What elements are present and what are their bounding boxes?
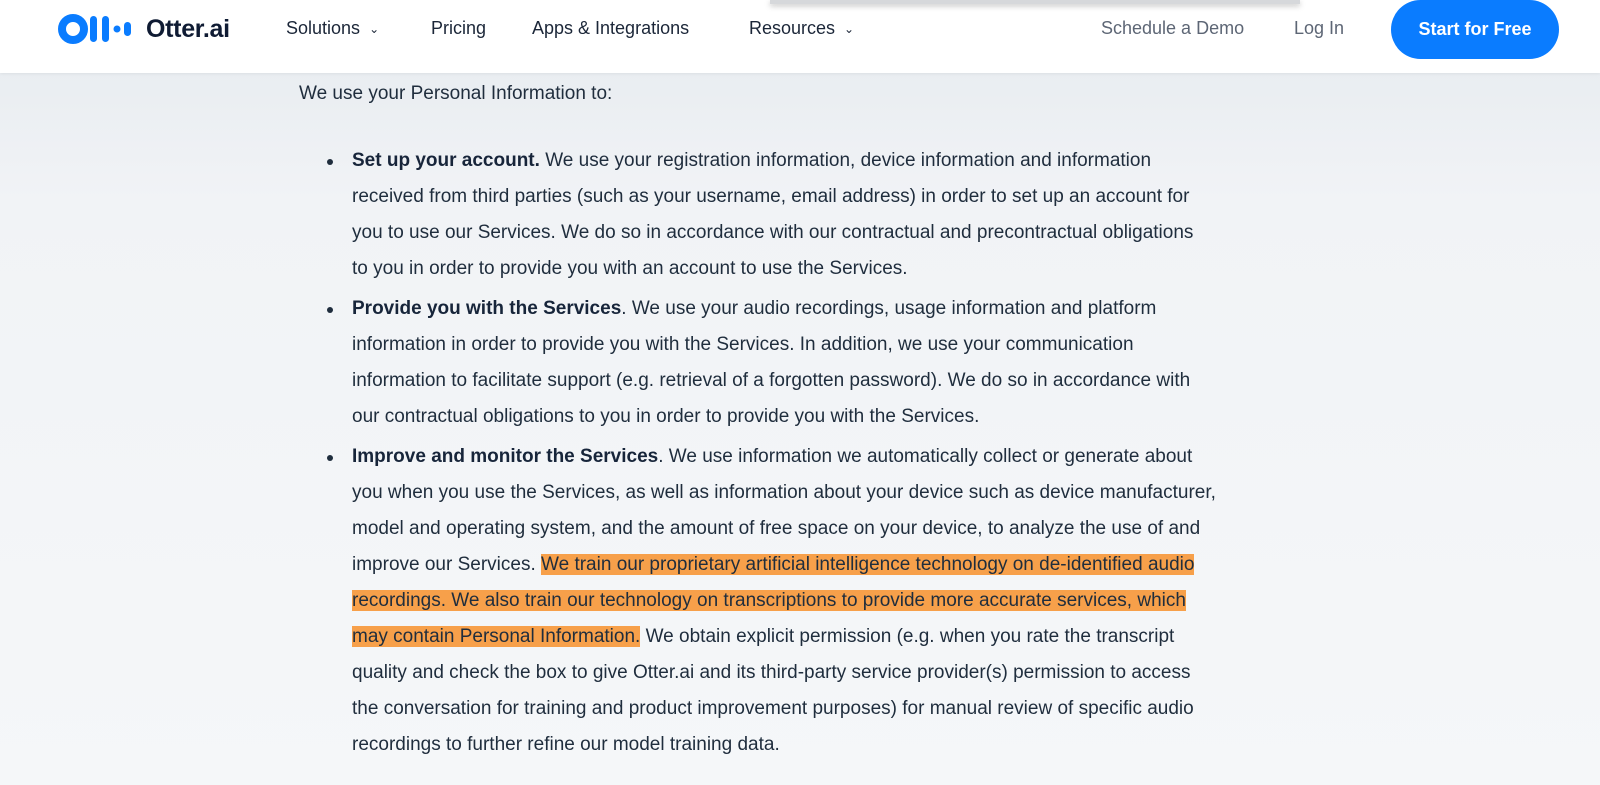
policy-line [352, 366, 1190, 396]
body-text: received from third parties (such as your username, email address) in order to set up an account for [352, 186, 1190, 207]
policy-line [352, 294, 1156, 324]
body-text: to you in order to provide you with an account to use the Services. [352, 258, 908, 279]
body-text: We use your registration information, device information and information [539, 150, 1152, 171]
nav-label: Resources [749, 18, 836, 38]
body-text: recordings to further refine our model training data. [352, 734, 780, 755]
nav-label: Apps & Integrations [532, 18, 690, 38]
bullet-heading: Improve and monitor the Services [352, 446, 659, 467]
schedule-demo-link[interactable]: Schedule a Demo [1101, 18, 1245, 38]
highlighted-text: We train our proprietary artificial intelligence technology on de-identified audio [541, 554, 1195, 575]
policy-line [352, 694, 1194, 724]
bullet-icon [327, 307, 333, 313]
nav-pricing[interactable] [431, 18, 486, 39]
bullet-heading: Provide you with the Services [352, 298, 622, 319]
otter-logo-icon [58, 14, 134, 44]
chevron-down-icon: ⌄ [369, 21, 380, 36]
intro-text: We use your Personal Information to: [299, 83, 613, 104]
logo-text: Otter.ai [146, 14, 230, 43]
body-text: the conversation for training and product improvement purposes) for manual review of specific audio [352, 698, 1194, 719]
bullet-icon [327, 455, 333, 461]
policy-line [352, 146, 1151, 176]
start-for-free-button[interactable]: Start for Free [1391, 0, 1559, 59]
log-in-link[interactable]: Log In [1294, 18, 1345, 38]
top-navigation [0, 0, 1600, 73]
nav-label: Solutions [286, 18, 361, 38]
body-text: information to facilitate support (e.g. retrieval of a forgotten password). We do so in accordance with [352, 370, 1191, 391]
policy-line [352, 218, 1193, 248]
otter-logo[interactable] [58, 14, 230, 44]
body-text: quality and check the box to give Otter.ai and its third-party service provider(s) permission to access [352, 662, 1191, 683]
policy-line [352, 658, 1191, 688]
bullet-icon [327, 159, 333, 165]
body-text: . We use your audio recordings, usage information and platform [621, 298, 1157, 319]
body-text: you when you use the Services, as well as information about your device such as device manufacturer, [352, 482, 1216, 503]
nav-resources[interactable] [749, 18, 854, 39]
bullet-heading: Set up your account. [352, 150, 540, 171]
policy-line [352, 182, 1189, 212]
policy-line [352, 254, 908, 284]
policy-line [352, 550, 1194, 580]
body-text: We obtain explicit permission (e.g. when you rate the transcript [640, 626, 1175, 647]
body-text: improve our Services. [352, 554, 542, 575]
policy-line [352, 730, 780, 760]
body-text: . We use information we automatically collect or generate about [658, 446, 1193, 467]
highlighted-text: may contain Personal Information. [352, 626, 641, 647]
chevron-down-icon: ⌄ [844, 21, 855, 36]
nav-apps-integrations[interactable] [532, 18, 689, 39]
policy-line [352, 586, 1186, 616]
policy-line [352, 402, 979, 432]
body-text: model and operating system, and the amount of free space on your device, to analyze the use of and [352, 518, 1201, 539]
nav-solutions[interactable] [286, 18, 379, 39]
nav-label: Pricing [431, 18, 487, 38]
policy-line [352, 622, 1174, 652]
dropdown-shadow [770, 0, 1300, 4]
body-text: information in order to provide you with the Services. In addition, we use your communication [352, 334, 1134, 355]
policy-line [352, 514, 1200, 544]
highlighted-text: recordings. We also train our technology on transcriptions to provide more accurate services, which [352, 590, 1186, 611]
policy-line [352, 442, 1192, 472]
policy-line [352, 330, 1134, 360]
policy-line [352, 478, 1216, 508]
body-text: you to use our Services. We do so in accordance with our contractual and precontractual obligations [352, 222, 1194, 243]
body-text: our contractual obligations to you in order to provide you with the Services. [352, 406, 980, 427]
